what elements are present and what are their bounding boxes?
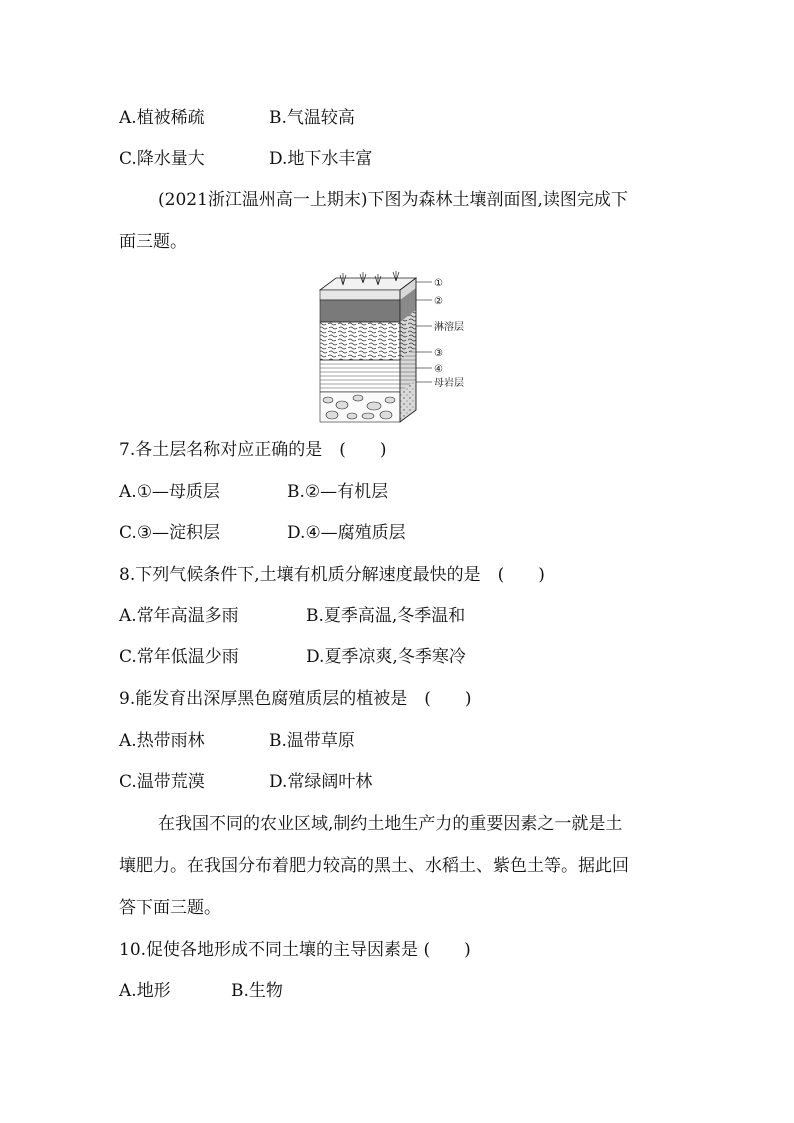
option-c: C.降水量大 (119, 149, 205, 169)
option-a: A.地形 (119, 981, 171, 1001)
option-d: D.夏季凉爽,冬季寒冷 (306, 647, 466, 667)
option-b: B.气温较高 (269, 108, 355, 128)
diagram-label-3: ③ (434, 348, 443, 359)
diagram-label-4: ④ (434, 364, 443, 375)
option-d: D.④—腐殖质层 (287, 523, 406, 543)
diagram-label-1: ① (434, 278, 443, 289)
option-a: A.热带雨林 (119, 731, 205, 751)
option-row (119, 772, 373, 792)
diagram-label-bedrock: 母岩层 (434, 378, 464, 389)
option-a: A.常年高温多雨 (119, 606, 239, 626)
option-b: B.温带草原 (269, 731, 355, 751)
question-8-stem: 8.下列气候条件下,土壤有机质分解速度最快的是 ( ) (119, 565, 545, 585)
diagram-label-2: ② (434, 296, 443, 307)
option-row (119, 149, 373, 169)
soil-profile-diagram (318, 270, 478, 425)
option-c: C.温带荒漠 (119, 772, 205, 792)
question-9-stem: 9.能发育出深厚黑色腐殖质层的植被是 ( ) (119, 689, 472, 709)
option-d: D.常绿阔叶林 (269, 772, 373, 792)
option-row (119, 108, 355, 128)
intro-line: 面三题。 (119, 232, 187, 252)
option-row (119, 482, 389, 502)
option-row (119, 647, 466, 667)
diagram-label-leaching: 淋溶层 (434, 322, 464, 333)
option-b: B.夏季高温,冬季温和 (306, 606, 466, 626)
option-row (119, 606, 466, 626)
question-7-stem: 7.各土层名称对应正确的是 ( ) (119, 440, 387, 460)
question-10-stem: 10.促使各地形成不同土壤的主导因素是 ( ) (119, 940, 471, 960)
intro-line: 答下面三题。 (119, 898, 221, 918)
intro-line: (2021浙江温州高一上期末)下图为森林土壤剖面图,读图完成下 (158, 190, 628, 210)
option-a: A.①—母质层 (119, 482, 220, 502)
option-c: C.常年低温少雨 (119, 647, 239, 667)
option-row (119, 731, 355, 751)
option-a: A.植被稀疏 (119, 108, 205, 128)
option-row (119, 981, 283, 1001)
option-row (119, 523, 406, 543)
option-c: C.③—淀积层 (119, 523, 221, 543)
option-b: B.生物 (231, 981, 283, 1001)
intro-line: 壤肥力。在我国分布着肥力较高的黑土、水稻土、紫色土等。据此回 (119, 856, 629, 876)
intro-line: 在我国不同的农业区域,制约土地生产力的重要因素之一就是土 (158, 814, 623, 834)
option-b: B.②—有机层 (287, 482, 389, 502)
option-d: D.地下水丰富 (269, 149, 373, 169)
